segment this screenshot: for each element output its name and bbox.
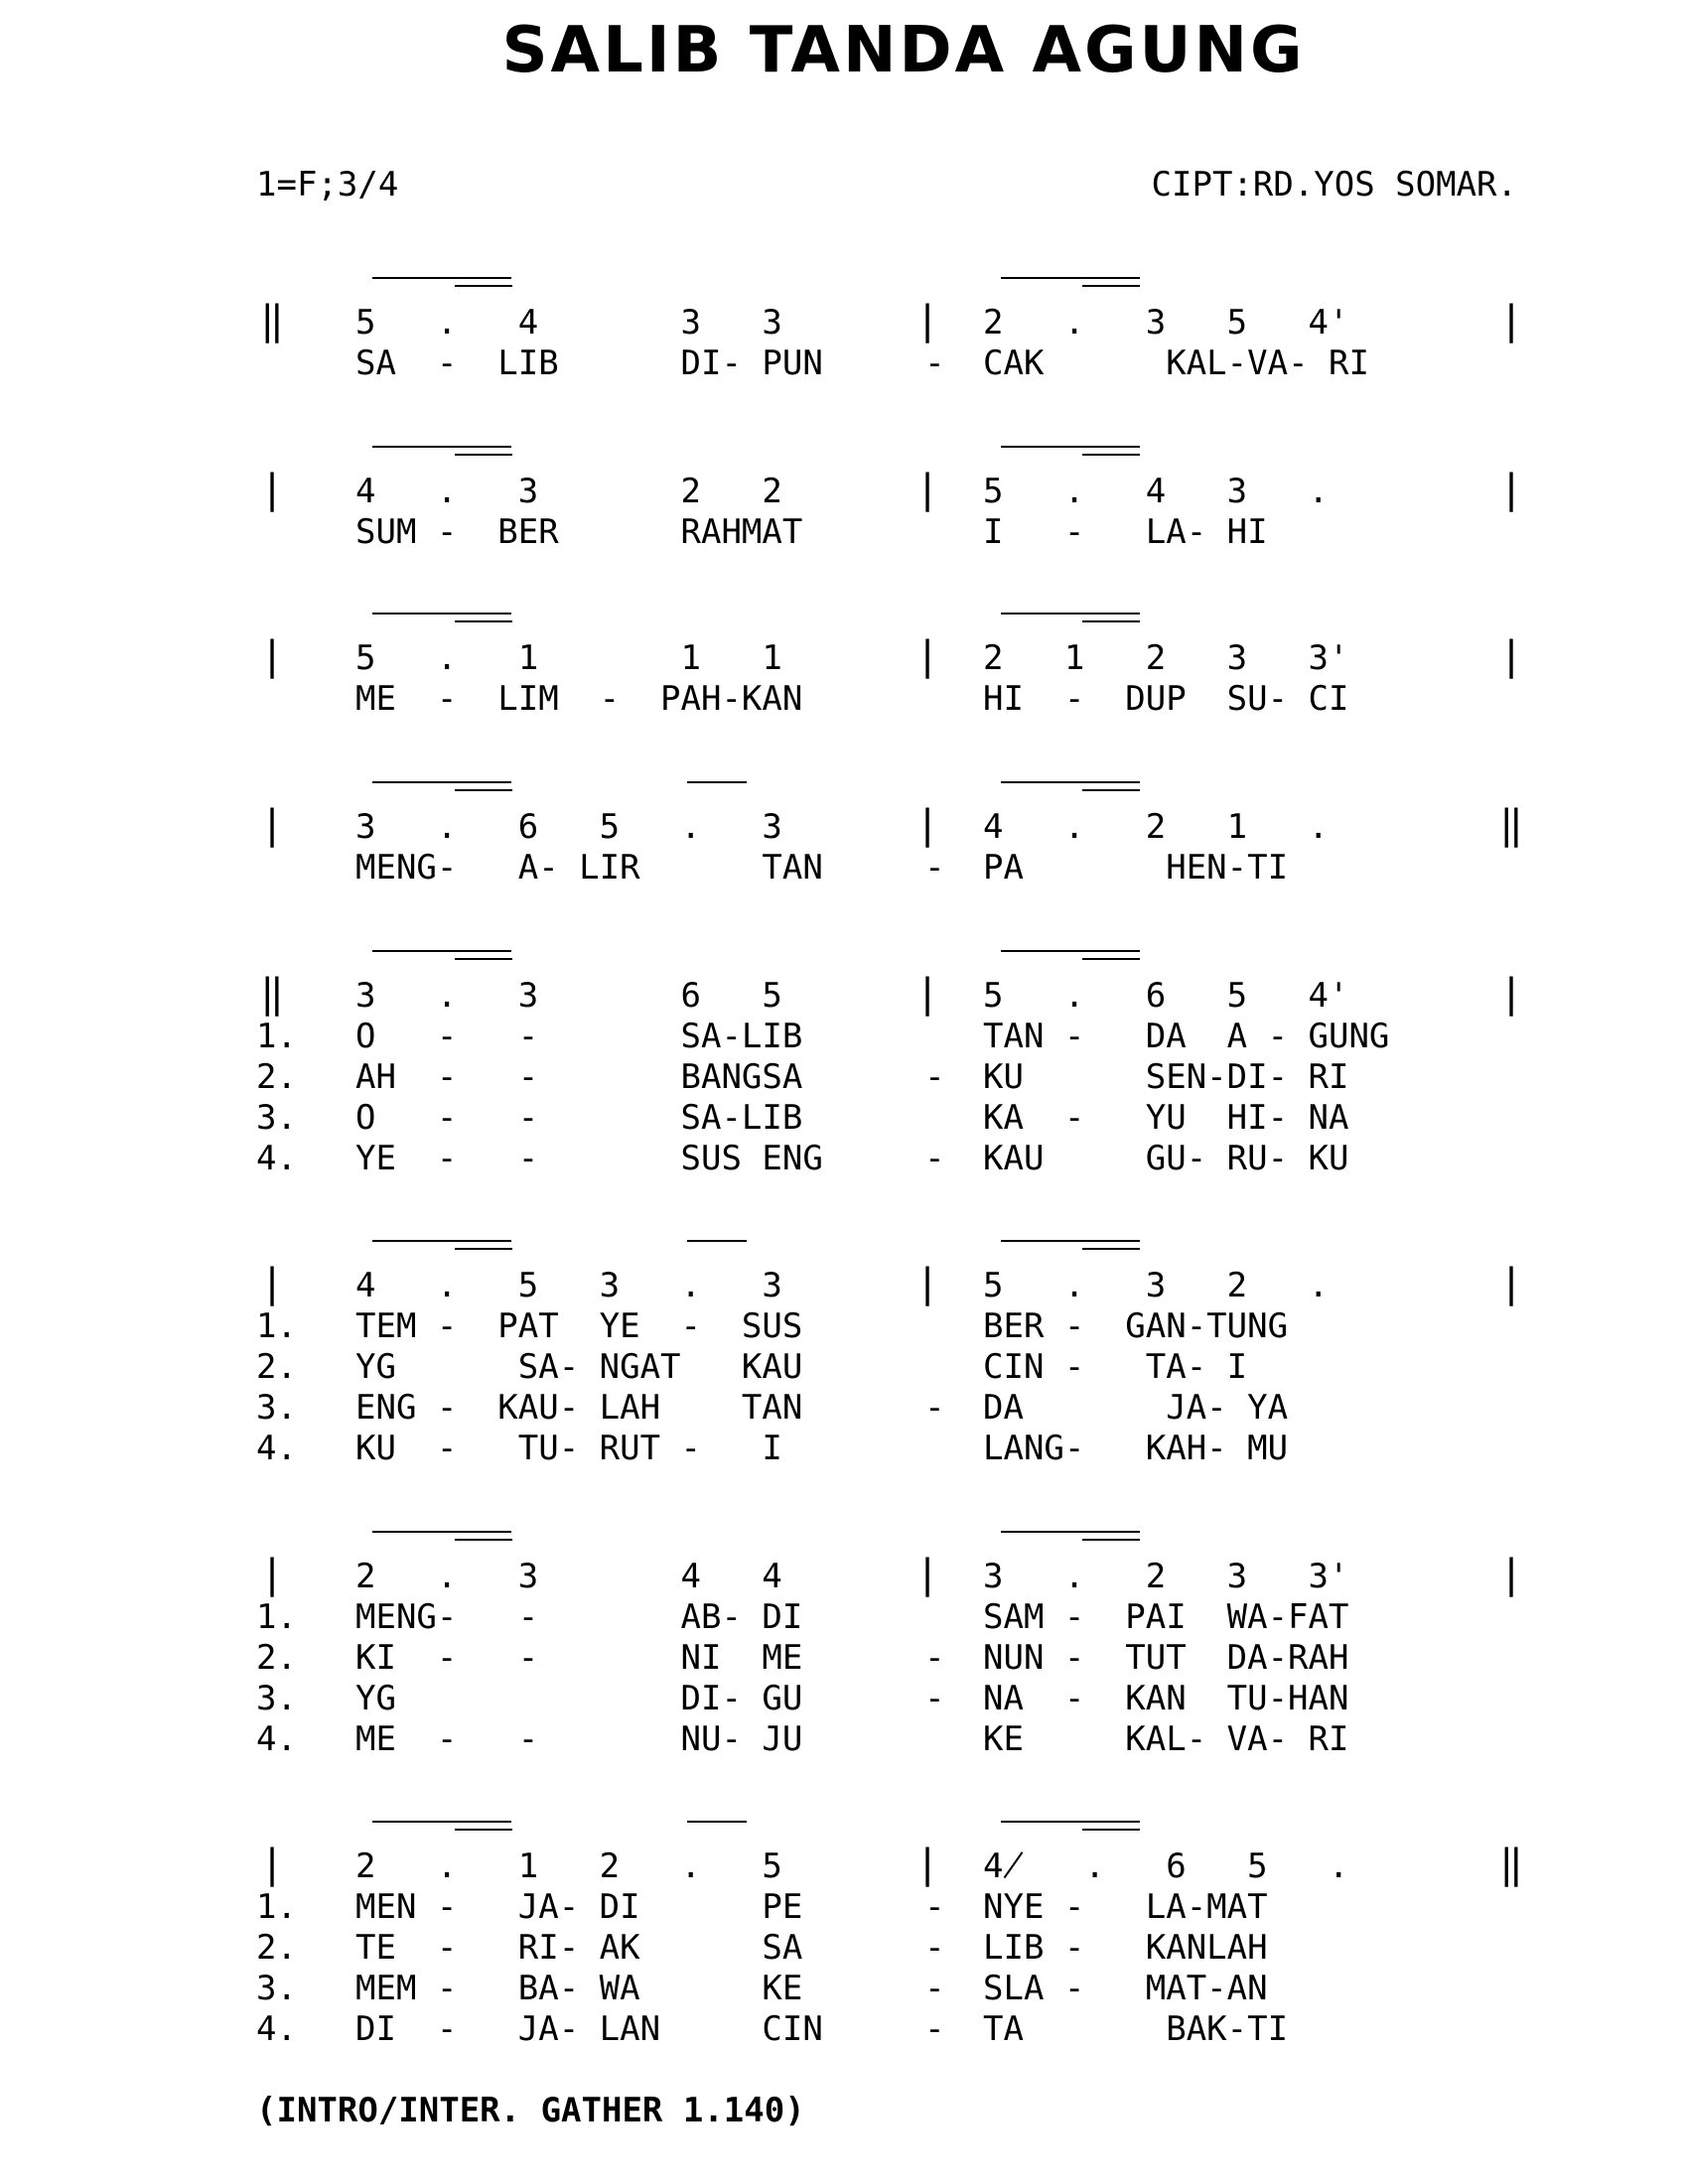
beam-line <box>1082 1248 1140 1250</box>
beam-line <box>1001 1531 1140 1533</box>
lyric-line-second-measure: LANG- KAH- MU <box>983 1429 1289 1468</box>
lyric-line-first-measure: TE - RI- AK SA - <box>355 1928 945 1968</box>
notes-first-measure: 3 . 6 5 . 3 <box>355 807 782 847</box>
notes-second-measure: 3 . 2 3 3' <box>983 1557 1349 1596</box>
lyric-line-first-measure: MENG- - AB- DI <box>355 1597 803 1637</box>
beam-line <box>1001 1240 1140 1242</box>
beam-line <box>372 446 511 448</box>
middle-barline: | <box>915 633 940 679</box>
beam-line <box>372 1531 511 1533</box>
lyric-line-first-measure: MEM - BA- WA KE - <box>355 1969 945 2008</box>
start-barline: | <box>260 1261 285 1306</box>
lyric-line-first-measure: DI - JA- LAN CIN - <box>355 2009 945 2049</box>
end-barline: ‖ <box>1499 802 1524 848</box>
beam-line <box>455 1248 512 1250</box>
lyric-line-first-measure: YG SA- NGAT KAU <box>355 1347 803 1387</box>
start-barline: | <box>260 633 285 679</box>
end-barline: | <box>1499 1261 1524 1306</box>
lyric-line-second-measure: KAU GU- RU- KU <box>983 1139 1349 1178</box>
middle-barline: | <box>915 971 940 1017</box>
verse-number: 3. <box>256 1098 297 1138</box>
lyric-line-second-measure: CIN - TA- I <box>983 1347 1248 1387</box>
lyric-line-second-measure: KE KAL- VA- RI <box>983 1719 1349 1759</box>
beam-line <box>372 277 511 279</box>
notes-second-measure: 4 . 2 1 . <box>983 807 1329 847</box>
notes-first-measure: 4 . 5 3 . 3 <box>355 1266 782 1305</box>
beam-line <box>372 950 511 952</box>
start-barline: | <box>260 467 285 512</box>
beam-line <box>687 781 747 783</box>
beam-line <box>1082 789 1140 791</box>
verse-number: 1. <box>256 1887 297 1927</box>
beam-line <box>1082 1539 1140 1541</box>
lyric-line-second-measure: NYE - LA-MAT <box>983 1887 1268 1927</box>
notes-first-measure: 2 . 1 2 . 5 <box>355 1846 782 1886</box>
notes-first-measure: 5 . 4 3 3 <box>355 303 782 342</box>
middle-barline: | <box>915 802 940 848</box>
lyric-line-second-measure: PA HEN-TI <box>983 848 1289 887</box>
notes-first-measure: 4 . 3 2 2 <box>355 472 782 511</box>
lyric-line-first-measure: O - - SA-LIB <box>355 1098 803 1138</box>
verse-number: 2. <box>256 1057 297 1097</box>
notes-second-measure: 4̸ . 6 5 . <box>983 1846 1349 1886</box>
beam-line <box>1001 277 1140 279</box>
beam-line <box>372 781 511 783</box>
lyric-line-second-measure: HI - DUP SU- CI <box>983 679 1349 719</box>
notes-second-measure: 5 . 4 3 . <box>983 472 1329 511</box>
end-barline: | <box>1499 1552 1524 1597</box>
beam-line <box>455 285 512 287</box>
lyric-line-first-measure: O - - SA-LIB <box>355 1017 803 1056</box>
verse-number: 3. <box>256 1679 297 1718</box>
beam-line <box>372 1240 511 1242</box>
lyric-line-first-measure: MEN - JA- DI PE - <box>355 1887 945 1927</box>
beam-line <box>687 1240 747 1242</box>
lyric-line-first-measure: KU - TU- RUT - I <box>355 1429 782 1468</box>
lyric-line-second-measure: SLA - MAT-AN <box>983 1969 1268 2008</box>
start-barline: | <box>260 1552 285 1597</box>
key-signature: 1=F;3/4 <box>256 165 399 205</box>
lyric-line-first-measure: MENG- A- LIR TAN - <box>355 848 945 887</box>
beam-line <box>687 1821 747 1823</box>
beam-line <box>1001 781 1140 783</box>
beam-line <box>455 620 512 622</box>
lyric-line-first-measure: ME - - NU- JU <box>355 1719 803 1759</box>
notes-first-measure: 2 . 3 4 4 <box>355 1557 782 1596</box>
start-barline: ‖ <box>260 971 285 1017</box>
verse-number: 3. <box>256 1388 297 1428</box>
verse-number: 1. <box>256 1017 297 1056</box>
verse-number: 3. <box>256 1969 297 2008</box>
lyric-line-first-measure: KI - - NI ME - <box>355 1638 945 1678</box>
intro-note: (INTRO/INTER. GATHER 1.140) <box>256 2091 805 2130</box>
lyric-line-second-measure: TA BAK-TI <box>983 2009 1289 2049</box>
beam-line <box>1001 950 1140 952</box>
end-barline: ‖ <box>1499 1842 1524 1887</box>
notes-second-measure: 2 1 2 3 3' <box>983 638 1349 678</box>
lyric-line-first-measure: TEM - PAT YE - SUS <box>355 1306 803 1346</box>
lyric-line-first-measure: YG DI- GU - <box>355 1679 945 1718</box>
beam-line <box>1082 620 1140 622</box>
beam-line <box>455 1829 512 1831</box>
composer-credit: CIPT:RD.YOS SOMAR. <box>1151 165 1517 205</box>
beam-line <box>372 613 511 614</box>
notes-second-measure: 5 . 3 2 . <box>983 1266 1329 1305</box>
middle-barline: | <box>915 1552 940 1597</box>
beam-line <box>1082 285 1140 287</box>
middle-barline: | <box>915 1261 940 1306</box>
verse-number: 2. <box>256 1638 297 1678</box>
verse-number: 2. <box>256 1347 297 1387</box>
beam-line <box>455 958 512 960</box>
verse-number: 4. <box>256 2009 297 2049</box>
beam-line <box>1082 958 1140 960</box>
lyric-line-second-measure: DA JA- YA <box>983 1388 1289 1428</box>
lyric-line-first-measure: ENG - KAU- LAH TAN - <box>355 1388 945 1428</box>
lyric-line-second-measure: I - LA- HI <box>983 512 1268 552</box>
notes-second-measure: 5 . 6 5 4' <box>983 976 1349 1016</box>
verse-number: 2. <box>256 1928 297 1968</box>
beam-line <box>455 454 512 456</box>
notes-first-measure: 5 . 1 1 1 <box>355 638 782 678</box>
lyric-line-first-measure: YE - - SUS ENG - <box>355 1139 945 1178</box>
lyric-line-first-measure: SUM - BER RAHMAT <box>355 512 803 552</box>
end-barline: | <box>1499 971 1524 1017</box>
beam-line <box>1082 454 1140 456</box>
beam-line <box>1001 613 1140 614</box>
lyric-line-first-measure: SA - LIB DI- PUN - <box>355 343 945 383</box>
lyric-line-second-measure: KU SEN-DI- RI <box>983 1057 1349 1097</box>
start-barline: ‖ <box>260 298 285 343</box>
middle-barline: | <box>915 467 940 512</box>
lyric-line-second-measure: NUN - TUT DA-RAH <box>983 1638 1349 1678</box>
end-barline: | <box>1499 467 1524 512</box>
lyric-line-first-measure: AH - - BANGSA - <box>355 1057 945 1097</box>
beam-line <box>1001 446 1140 448</box>
beam-line <box>455 789 512 791</box>
beam-line <box>455 1539 512 1541</box>
notes-first-measure: 3 . 3 6 5 <box>355 976 782 1016</box>
middle-barline: | <box>915 298 940 343</box>
lyric-line-second-measure: SAM - PAI WA-FAT <box>983 1597 1349 1637</box>
middle-barline: | <box>915 1842 940 1887</box>
verse-number: 4. <box>256 1429 297 1468</box>
beam-line <box>1082 1829 1140 1831</box>
beam-line <box>1001 1821 1140 1823</box>
beam-line <box>372 1821 511 1823</box>
verse-number: 4. <box>256 1139 297 1178</box>
lyric-line-second-measure: TAN - DA A - GUNG <box>983 1017 1390 1056</box>
verse-number: 1. <box>256 1306 297 1346</box>
end-barline: | <box>1499 298 1524 343</box>
lyric-line-second-measure: NA - KAN TU-HAN <box>983 1679 1349 1718</box>
start-barline: | <box>260 1842 285 1887</box>
lyric-line-second-measure: CAK KAL-VA- RI <box>983 343 1369 383</box>
verse-number: 4. <box>256 1719 297 1759</box>
end-barline: | <box>1499 633 1524 679</box>
song-title: SALIB TANDA AGUNG <box>501 14 1306 87</box>
lyric-line-second-measure: BER - GAN-TUNG <box>983 1306 1289 1346</box>
lyric-line-second-measure: LIB - KANLAH <box>983 1928 1268 1968</box>
verse-number: 1. <box>256 1597 297 1637</box>
start-barline: | <box>260 802 285 848</box>
lyric-line-second-measure: KA - YU HI- NA <box>983 1098 1349 1138</box>
notes-second-measure: 2 . 3 5 4' <box>983 303 1349 342</box>
lyric-line-first-measure: ME - LIM - PAH-KAN <box>355 679 803 719</box>
